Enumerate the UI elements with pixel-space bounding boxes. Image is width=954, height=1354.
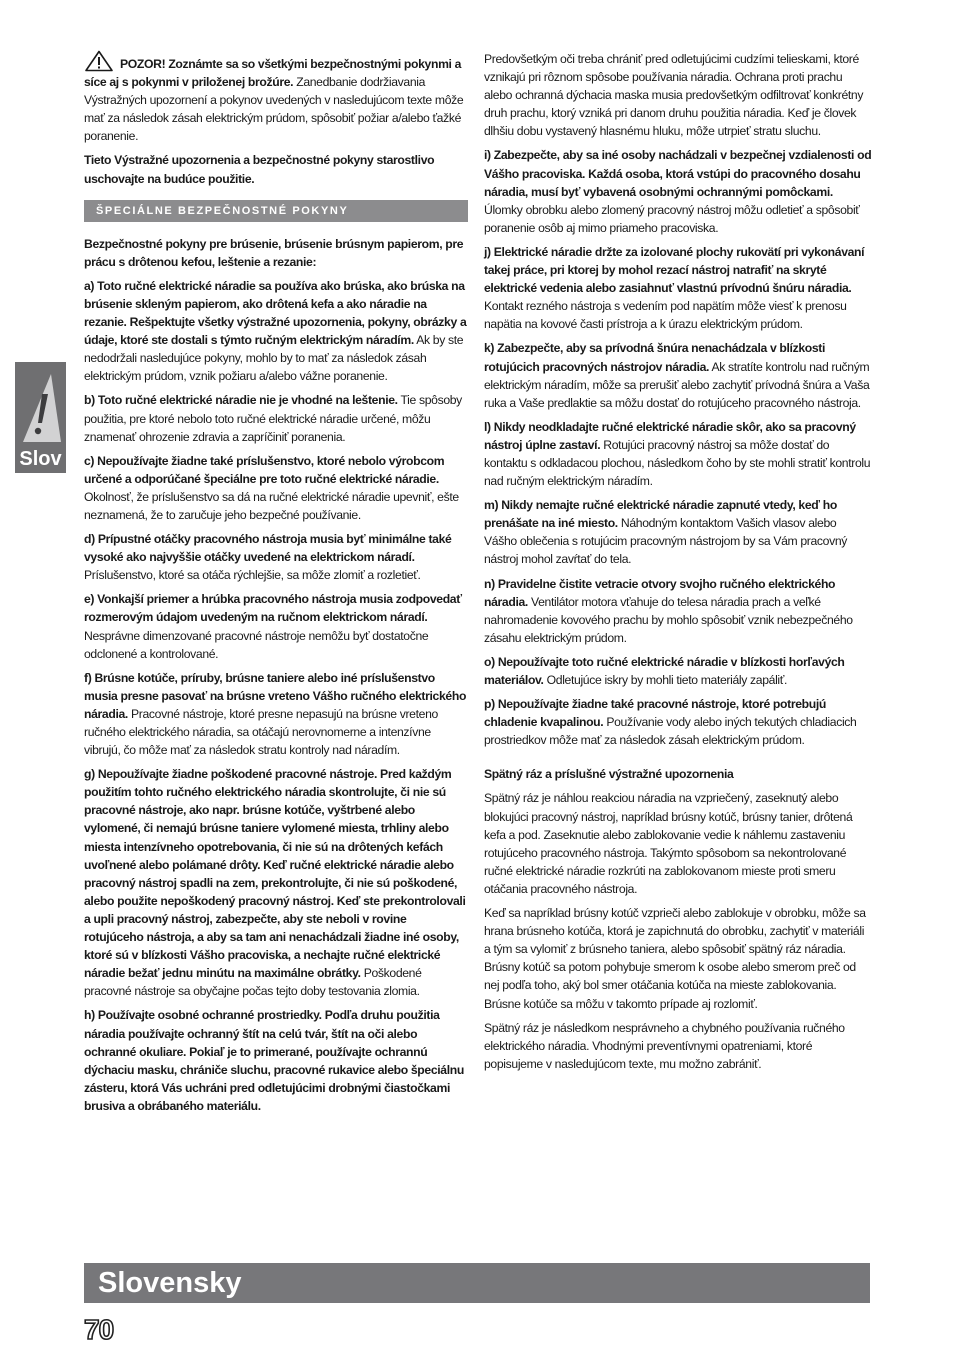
- c-text: Okolnosť, že príslušenstvo sa dá na ručné elektrické náradie upevniť, ešte neznamená, že to zaručuje jeho bezpečné používanie.: [84, 489, 459, 522]
- instruction-c: [84, 452, 468, 524]
- pozor-text: Zanedbanie dodržiavania Výstražných upozornení a pokynov uvedených v nasledujúcom texte môže mať za následok zásah elektrickým prúdom, spôsobiť požiar a/alebo ťažké poranenie.: [84, 75, 464, 144]
- d-bold: d) Prípustné otáčky pracovného nástroja musia byť minimálne také vysoké ako najvyššie otáčky uvedené na elektrickom náradí.: [84, 532, 452, 565]
- side-tab-label: Slov: [19, 448, 62, 470]
- m-bold: m) Nikdy nemajte ručné elektrické náradie zapnuté vtedy, keď ho prenášate na iné miesto.: [484, 498, 837, 531]
- instruction-n: [484, 575, 872, 647]
- m-text: Náhodným kontaktom Vašich vlasov alebo Vášho oblečenia s rotujúcim pracovným nástrojom by sa Vám pracovný nástroj mohol zavŕtať do tela.: [484, 516, 848, 567]
- instruction-h: [84, 1006, 468, 1115]
- page-number: 70: [84, 1314, 114, 1345]
- j-bold: j) Elektrické náradie držte za izolované plochy rukovätí pri vykonávaní takej práce, pri ktorej by mohol rezací nástroj natrafiť na skryté elektrické vedenia alebo zasiahnuť vlastnú prívodnú šnúru náradia.: [484, 244, 865, 296]
- instruction-o: [484, 653, 872, 689]
- kickback-heading: [484, 765, 872, 783]
- kickback-paragraph-1: Spätný ráz je náhlou reakciou náradia na vzpriečený, zaseknutý alebo blokujúci pracovný nástroj, napríklad brúsny kotúč, brúsny tanier, drôtená kefa a pod. Zaseknutie alebo zablokovanie vedie k náhlemu zastaveniu rotujúceho pracovného nástroja. Takýmto spôsobom sa nekontrolované ručné elektrické náradie rozkrúti na zablokovanom mieste proti smeru otáčania pracovného nástroja.: [484, 791, 853, 896]
- language-side-tab: [15, 362, 66, 473]
- instruction-f: [84, 669, 468, 759]
- b-text: Tie spôsoby použitia, pre ktoré nebolo toto ručné elektrické náradie určené, môžu znamenať ohrozenie zdravia a zapríčiniť poranenia.: [84, 393, 462, 444]
- pozor-warning: [84, 50, 468, 145]
- warning-triangle-icon: [84, 50, 114, 72]
- p-text: Používanie vody alebo iných tekutých chladiacich prostriedkov môže mať za následok zásah elektrickým prúdom.: [484, 715, 857, 748]
- kickback-paragraph-2: Keď sa napríklad brúsny kotúč vzprieči alebo zablokuje v obrobku, môže sa hrana brúsneho kotúča, ktorá je zapichnutá do obrobku, zachytiť v materiáli a tým sa vylomiť z brúsneho taniera, alebo spôsobiť spätný ráz náradia. Brúsny kotúč sa potom pohybuje smerom k osobe alebo smerom preč od nej podľa toho, aký bol smer otáčania kotúča na mieste zablokovania. Brúsne kotúče sa môžu v takomto prípade aj rozlomiť.: [484, 906, 866, 1011]
- j-text: Kontakt rezného nástroja s vedením pod napätím môže viesť k prenosu napätia na kovové časti prístroja a k úrazu elektrickým prúdom.: [484, 299, 847, 332]
- f-text: Pracovné nástroje, ktoré presne nepasujú na brúsne vreteno ručného elektrického náradia, sa otáčajú nerovnomerne a intenzívne vibrujú, čo môže mať za následok stratu kontroly nad náradím.: [84, 706, 438, 758]
- instruction-h-continued: Predovšetkým oči treba chrániť pred odletujúcimi cudzími telieskami, ktoré vznikajú pri rôznom spôsobe používania náradia. Ochrana proti prachu alebo ochranná dýchacia maska musia predovšetkým odfiltrovať konkrétny druh prachu, ktorý vzniká pri danom druhu použitia náradia. Keď je človek dlhšiu dobu vystavený hlasnému hluku, môže utrpieť stratu sluchu.: [484, 52, 864, 139]
- k-bold: k) Zabezpečte, aby sa prívodná šnúra nenachádzala v blízkosti rotujúcich pracovných nástrojov náradia.: [484, 341, 826, 374]
- c-bold: c) Nepoužívajte žiadne také príslušenstvo, ktoré nebolo výrobcom určené a odporúčané špeciálne pre toto ručné elektrické náradie.: [84, 453, 445, 486]
- right-column: [484, 50, 872, 1079]
- l-bold: l) Nikdy neodkladajte ručné elektrické náradie skôr, ako sa pracovný nástroj úplne zastaví.: [484, 419, 856, 452]
- n-text: Ventilátor motora vťahuje do telesa náradia prach a veľké nahromadenie kovového prachu by mohlo spôsobiť vznik nebezpečného zásahu elektrickým prúdom.: [484, 594, 853, 645]
- g-text: Poškodené pracovné nástroje sa obyčajne počas tejto doby testovania zlomia.: [84, 966, 422, 999]
- i-text: Úlomky obrobku alebo zlomený pracovný nástroj môžu odletieť a spôsobiť poranenie osôb aj mimo priameho pracoviska.: [484, 202, 860, 235]
- keep-note: [84, 151, 468, 187]
- instruction-l: [484, 418, 872, 490]
- o-text: Odletujúce iskry by mohli tieto materiály zapáliť.: [543, 673, 788, 687]
- instruction-j: [484, 243, 872, 333]
- kickback-paragraph-3: Spätný ráz je následkom nesprávneho a chybného používania ručného elektrického náradia. Vhodnými preventívnymi opatreniami, ktoré popisujeme v nasledujúcom texte, mu možno zabrániť.: [484, 1020, 845, 1071]
- instruction-d: [84, 530, 468, 584]
- instruction-p: [484, 695, 872, 749]
- left-column: [84, 50, 468, 1121]
- a-bold: a) Toto ručné elektrické náradie sa používa ako brúska, ako brúska na brúsenie skleným papierom, ako drôtená kefa a ako náradie na rezanie. Rešpektujte všetky výstražné upozornenia, pokyny, obrázky a údaje, ktoré ste dostali s týmto ručným elektrickým náradím.: [84, 278, 467, 348]
- footer-language-bar: [84, 1263, 870, 1303]
- k-text: Ak stratíte kontrolu nad ručným elektrickým náradím, môže sa prerušiť alebo zachytiť prívodná šnúra a Vaša ruka a Vaše predlaktie sa môžu dostať do rotujúceho pracovného nástroja.: [484, 359, 870, 410]
- f-bold: f) Brúsne kotúče, príruby, brúsne taniere alebo iné príslušenstvo musia presne pasovať na brúsne vreteno Vášho ručného elektrického náradia.: [84, 670, 467, 721]
- instruction-a: [84, 277, 468, 386]
- d-text: Príslušenstvo, ktoré sa otáča rýchlejšie, sa môže zlomiť a rozletieť.: [84, 568, 421, 583]
- instruction-i: [484, 146, 872, 236]
- instruction-m: [484, 496, 872, 568]
- kickback-title: Spätný ráz a príslušné výstražné upozornenia: [484, 767, 734, 782]
- n-bold: n) Pravidelne čistite vetracie otvory svojho ručného elektrického náradia.: [484, 576, 836, 609]
- p-bold: p) Nepoužívajte žiadne také pracovné nástroje, ktoré potrebujú chladenie kvapalinou.: [484, 697, 826, 730]
- keep-note-text: Tieto Výstražné upozornenia a bezpečnostné pokyny starostlivo uschovajte na budúce použitie.: [84, 153, 435, 186]
- pozor-bold: POZOR! Zoznámte sa so všetkými bezpečnostnými pokynmi a síce aj s pokynmi v priloženej brožúre.: [84, 57, 462, 90]
- section-title: ŠPECIÁLNE BEZPEČNOSTNÉ POKYNY: [84, 200, 468, 222]
- i-bold: i) Zabezpečte, aby sa iné osoby nachádzali v bezpečnej vzdialenosti od Vášho pracoviska. Každá osoba, ktorá vstúpi do pracovného dosahu náradia, musí byť vybavená osobnými ochrannými pomôckami.: [484, 148, 872, 199]
- intro-text: Bezpečnostné pokyny pre brúsenie, brúsenie brúsnym papierom, pre prácu s drôtenou kefou, leštenie a rezanie:: [84, 236, 464, 269]
- b-bold: b) Toto ručné elektrické náradie nie je vhodné na leštenie.: [84, 393, 398, 408]
- instruction-k: [484, 339, 872, 411]
- exclamation-icon: [15, 368, 66, 448]
- e-text: Nesprávne dimenzované pracovné nástroje nemôžu byť dostatočne odclonené a kontrolované.: [84, 628, 429, 661]
- o-bold: o) Nepoužívajte toto ručné elektrické náradie v blízkosti horľavých materiálov.: [484, 654, 845, 687]
- instruction-e: [84, 590, 468, 662]
- intro: [84, 235, 468, 271]
- l-text: Rotujúci pracovný nástroj sa môže dostať do kontaktu s odkladacou plochou, následkom čoho by ste mohli stratiť kontrolu nad ručným elektrickým náradím.: [484, 437, 871, 489]
- instruction-g: [84, 765, 468, 1000]
- footer-language: Slovensky: [98, 1267, 242, 1299]
- instruction-b: [84, 391, 468, 445]
- h-bold: h) Používajte osobné ochranné prostriedky. Podľa druhu použitia náradia používajte ochranný štít na celú tvár, štít na oči alebo ochranné okuliare. Pokiaľ je to primerané, používajte ochrannú dýchaciu masku, chrániče sluchu, pracovné rukavice alebo špeciálnu zásteru, ktorá Vás uchráni pred odletujúcimi drobnými čiastočkami brusiva a obrábaného materiálu.: [84, 1008, 464, 1113]
- e-bold: e) Vonkajší priemer a hrúbka pracovného nástroja musia zodpovedať rozmerovým údajom uvedeným na ručnom elektrickom náradí.: [84, 592, 462, 625]
- a-text: Ak by ste nedodržali nasledujúce pokyny, mohlo by to mať za následok zásah elektrickým prúdom, vznik požiaru a/alebo vážne poranenie.: [84, 333, 464, 384]
- g-bold: g) Nepoužívajte žiadne poškodené pracovné nástroje. Pred každým použitím tohto ručného elektrického náradia skontrolujte, či nie sú pracovné nástroje, ako napr. brúsne kotúče, vyštrbené alebo vylomené, či nemajú brúsne taniere vylomené miesta, trhliny alebo miesta intenzívneho opotrebovania, či nie sú na drôtených kefách uvoľnené alebo polámané drôty. Keď ručné elektrické náradie alebo pracovný nástroj spadli na zem, prekontrolujte, či nie sú poškodené, alebo použite nepoškodený pracovný nástroj. Keď ste prekontrolovali a upli pracovný nástroj, zabezpečte, aby ste neboli v rovine rotujúceho nástroja, a aby sa tam ani nenachádzali žiadne iné osoby, ktoré sú v blízkosti Vášho pracoviska, a nechajte ručné elektrické náradie bežať jednu minútu na maximálne obrátky.: [84, 767, 466, 981]
